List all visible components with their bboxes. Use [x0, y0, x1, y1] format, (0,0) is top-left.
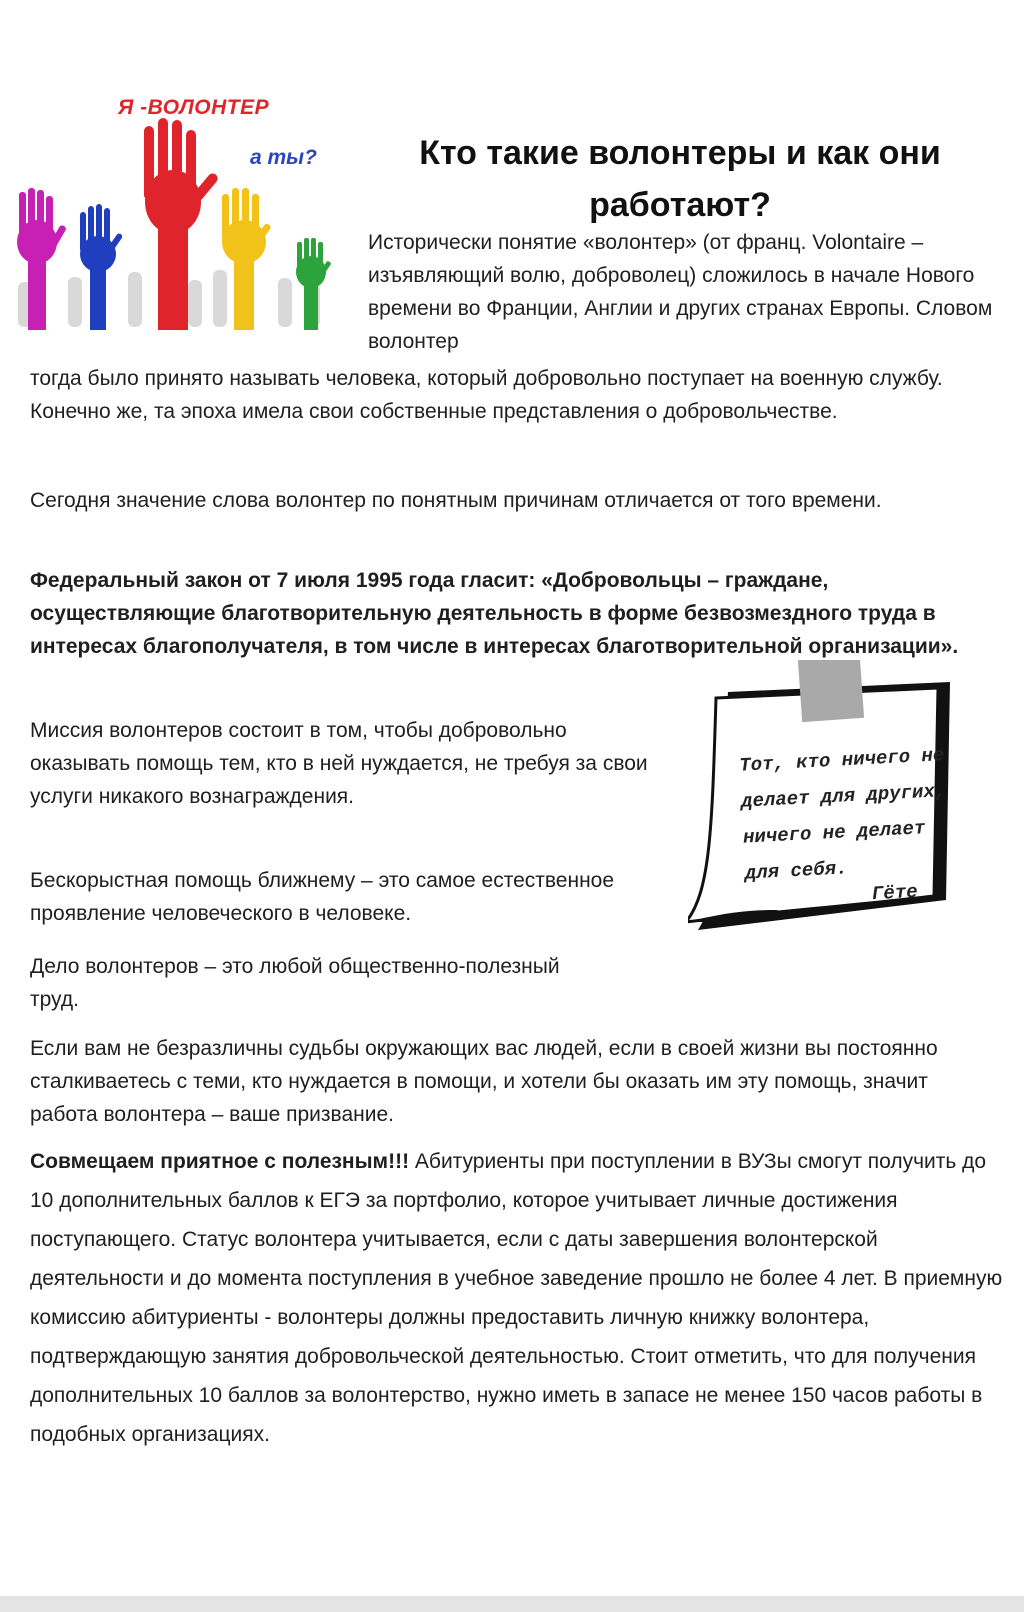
paragraph-federal-law: Федеральный закон от 7 июля 1995 года гласит: «Добровольцы – граждане, осуществляющие благотворительную деятельность в форме безвозмездного труда в интересах благополучателя, в том числе в интересах благотворительной организации». [30, 569, 959, 658]
logo-question: а ты? [250, 146, 317, 169]
quote-text: Тот, кто ничего не делает для других, ничего не делает для себя. [738, 744, 947, 885]
tape-icon [798, 660, 864, 722]
paragraph-history-end: тогда было принято называть человека, который добровольно поступает на военную службу. Конечно же, та эпоха имела свои собственные представления о добровольчестве. [30, 367, 943, 423]
paragraph-volunteer-work: Дело волонтеров – это любой общественно-полезный труд. [30, 955, 560, 1011]
paragraph-admission-bonus [30, 1142, 1005, 1454]
yellow-hand-icon [222, 188, 272, 330]
paragraph-mission: Миссия волонтеров состоит в том, чтобы добровольно оказывать помощь тем, кто в ней нуждается, не требуя за свои услуги никакого вознаграждения. [30, 719, 648, 808]
paragraph-meaning: Сегодня значение слова волонтер по понятным причинам отличается от того времени. [30, 489, 882, 512]
page-title: Кто такие волонтеры и как они работают? [419, 133, 941, 225]
paragraph-history-start: Исторически понятие «волонтер» (от франц. Volontaire – изъявляющий волю, доброволец) сложилось в начале Нового времени во Франции, Англии и других странах Европы. Словом волонтер [368, 231, 993, 353]
paragraph-calling: Если вам не безразличны судьбы окружающих вас людей, если в своей жизни вы постоянно сталкиваетесь с теми, кто нуждается в помощи, и хотели бы оказать им эту помощь, значит работа волонтера – ваше призвание. [30, 1037, 938, 1126]
paragraph-admission-lead: Совмещаем приятное с полезным!!! [30, 1150, 410, 1173]
paragraph-admission-body: Абитуриенты при поступлении в ВУЗы смогут получить до 10 дополнительных баллов к ЕГЭ за портфолио, которое учитывает личные достижения поступающего. Статус волонтера учитывается, если с даты завершения волонтерской деятельности и до момента поступления в учебное заведение прошло не более 4 лет. В приемную комиссию абитуриенты - волонтеры должны предоставить личную книжку волонтера, подтверждающую занятия добровольческой деятельностью. Стоит отметить, что для получения дополнительных 10 баллов за волонтерство, нужно иметь в запасе не менее 150 часов работы в подобных организациях. [30, 1150, 1003, 1446]
footer-bar [0, 1596, 1024, 1612]
volunteer-hands-logo [8, 92, 348, 342]
logo-tagline: Я -ВОЛОНТЕР [118, 96, 270, 119]
blue-hand-icon [80, 204, 123, 330]
paragraph-selfless-help: Бескорыстная помощь ближнему – это самое естественное проявление человеческого в человеке. [30, 869, 615, 925]
quote-author: Гёте [871, 880, 919, 906]
green-hand-icon [296, 238, 332, 330]
red-hand-icon [144, 118, 220, 330]
